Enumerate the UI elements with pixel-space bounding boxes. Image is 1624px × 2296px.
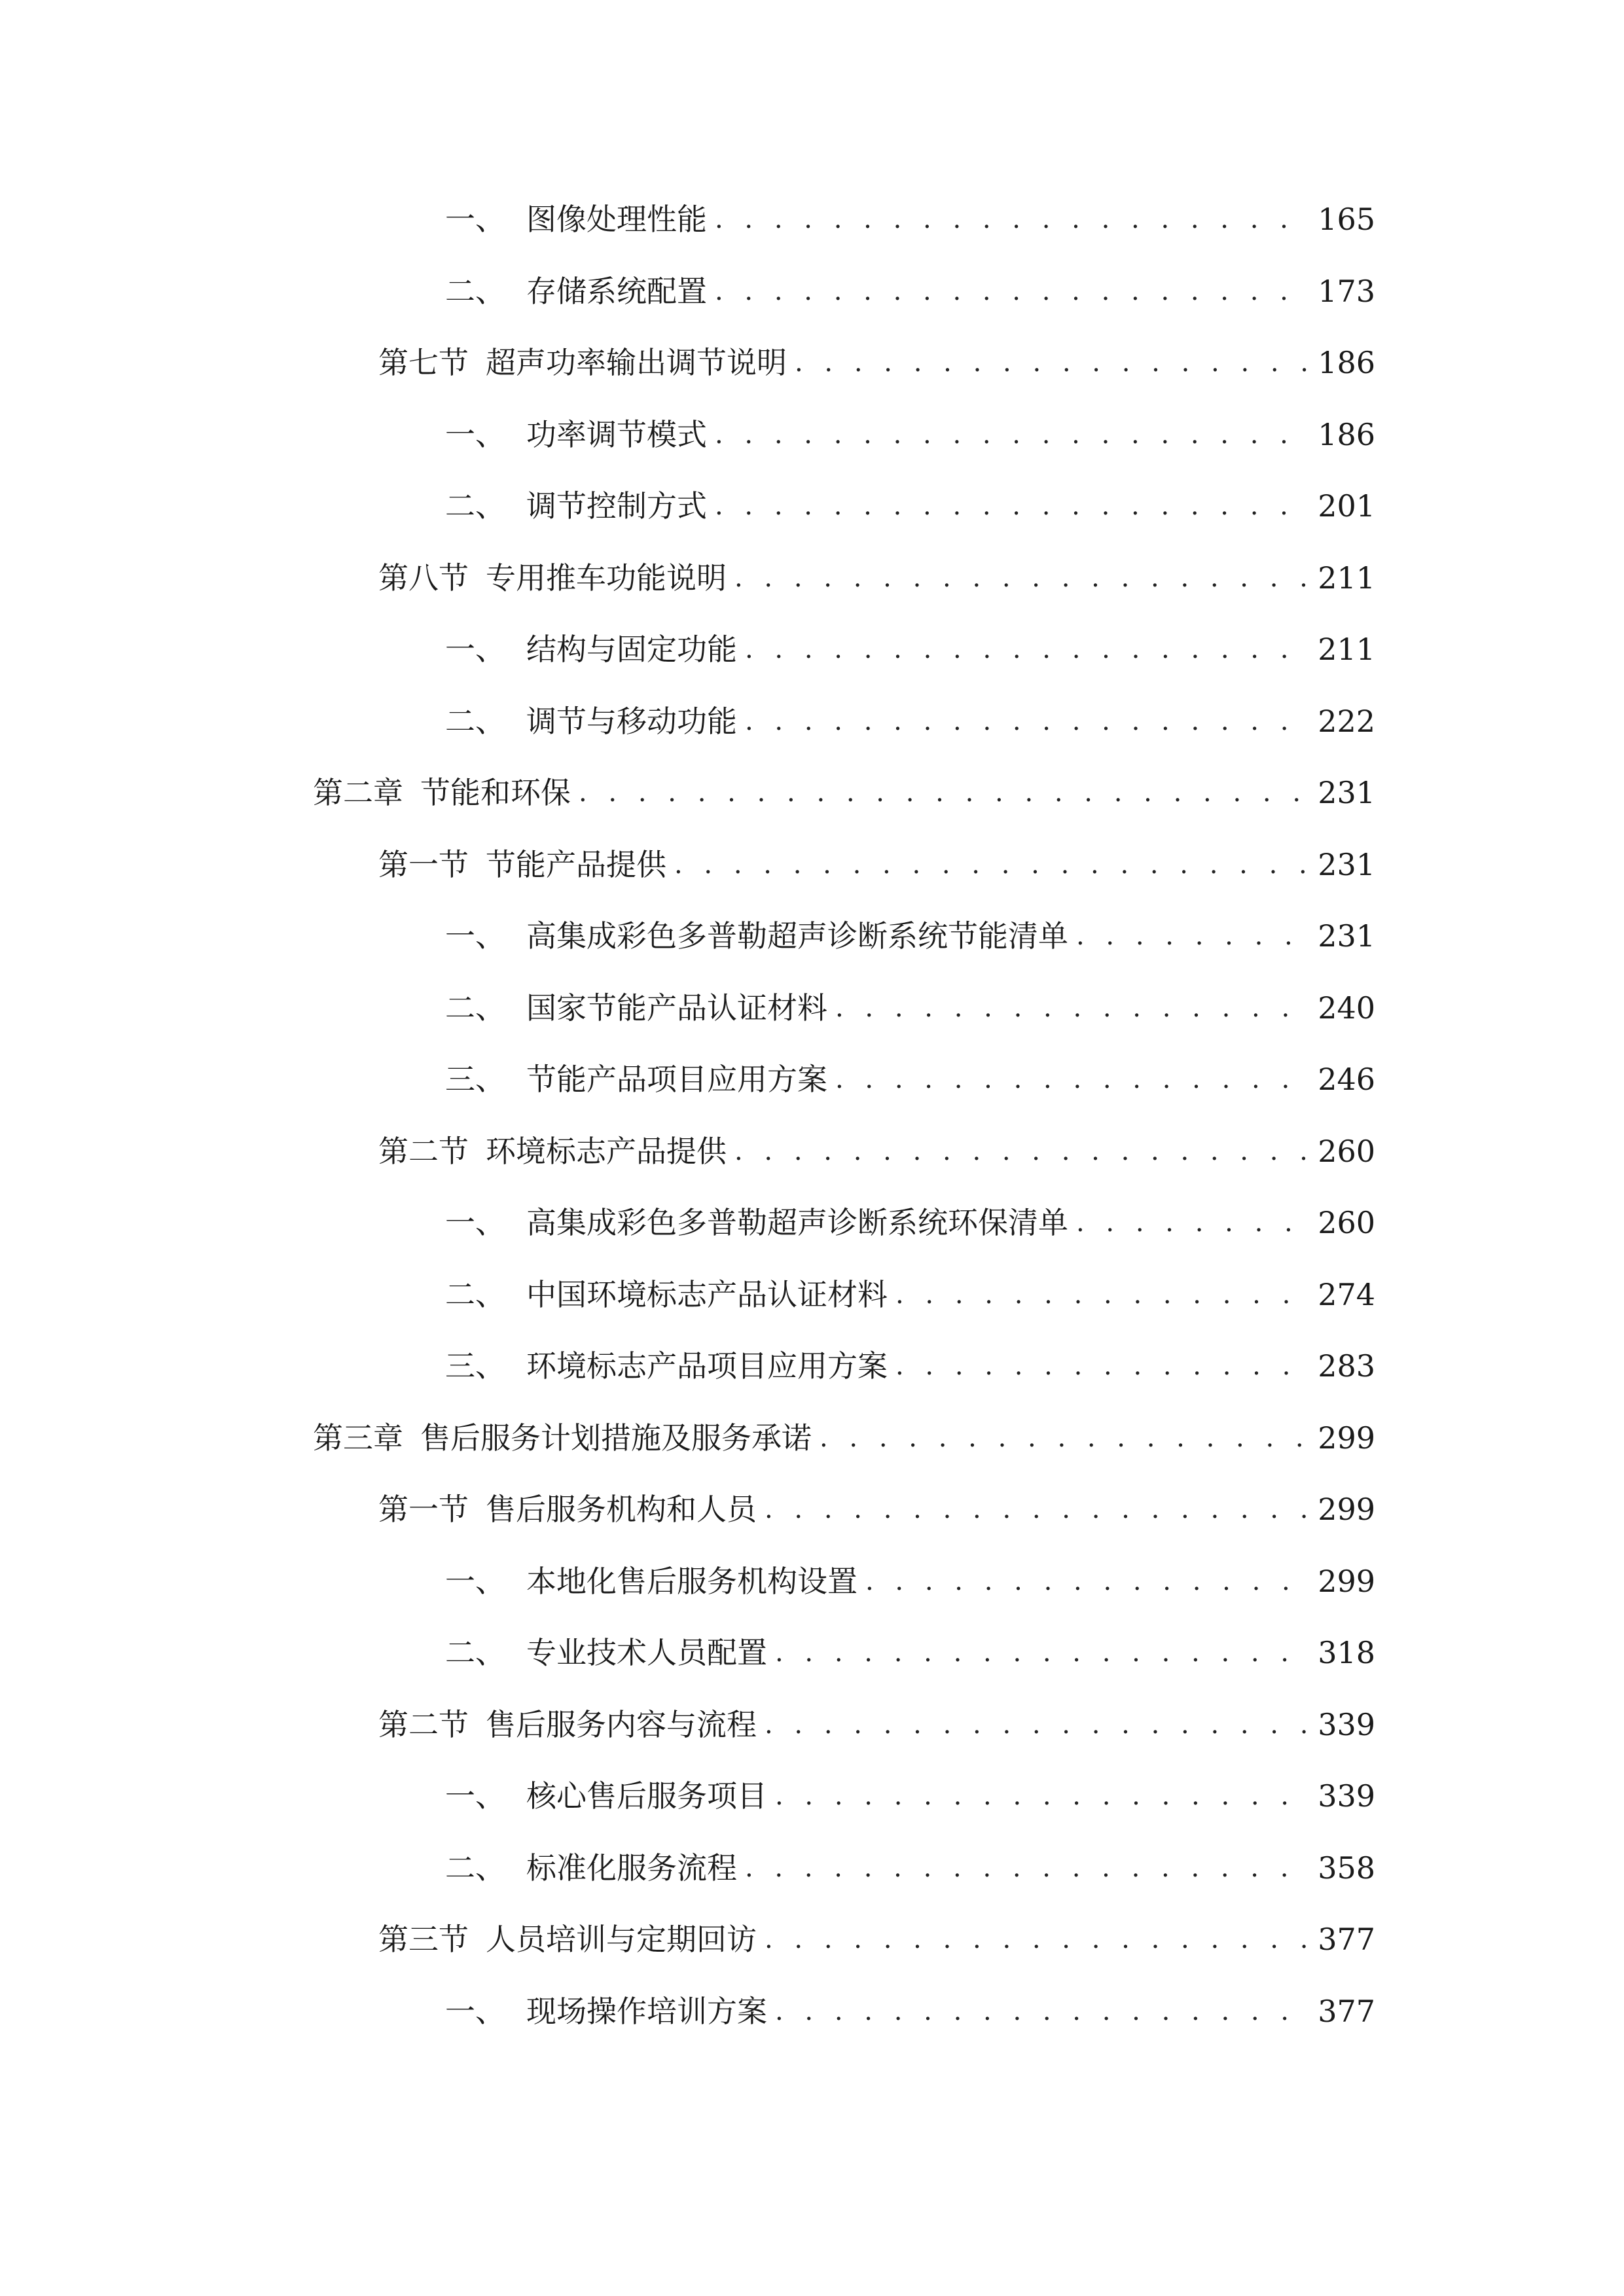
toc-entry-page: 260	[1318, 1205, 1375, 1240]
toc-entry-page: 186	[1318, 417, 1375, 452]
toc-entry-title: 调节控制方式	[526, 488, 707, 524]
toc-entry-number: 第三章	[313, 1420, 403, 1456]
toc-entry[interactable]	[445, 476, 1375, 535]
toc-entry-page: 231	[1318, 775, 1375, 810]
toc-dot-leader	[835, 1050, 1308, 1109]
toc-entry-title: 结构与固定功能	[526, 632, 737, 667]
toc-entry-number: 第八节	[378, 560, 469, 596]
toc-entry-number: 二、	[445, 990, 505, 1026]
toc-entry[interactable]	[445, 978, 1375, 1037]
toc-entry-page: 165	[1318, 202, 1375, 237]
toc-entry-number: 第二章	[313, 775, 403, 810]
toc-entry-page: 339	[1318, 1707, 1375, 1742]
toc-entry[interactable]	[378, 1695, 1375, 1754]
toc-entry-number: 二、	[445, 704, 505, 739]
toc-dot-leader	[715, 405, 1308, 464]
toc-entry-title: 存储系统配置	[526, 274, 707, 309]
toc-entry-number: 第一节	[378, 1492, 469, 1527]
toc-entry-title: 超声功率输出调节说明	[486, 345, 787, 380]
toc-entry-page: 283	[1318, 1348, 1375, 1384]
toc-entry-title: 节能产品提供	[486, 847, 666, 882]
toc-entry-title: 图像处理性能	[526, 202, 707, 237]
toc-entry-title: 高集成彩色多普勒超声诊断系统环保清单	[526, 1205, 1068, 1240]
toc-entry-title: 核心售后服务项目	[526, 1778, 767, 1814]
toc-entry-title: 节能产品项目应用方案	[526, 1062, 827, 1097]
toc-entry-number: 一、	[445, 918, 505, 954]
toc-entry[interactable]	[445, 1839, 1375, 1897]
toc-entry[interactable]	[445, 1193, 1375, 1252]
toc-entry-title: 标准化服务流程	[526, 1850, 737, 1886]
toc-entry-number: 第二节	[378, 1134, 469, 1169]
toc-entry[interactable]	[445, 1265, 1375, 1324]
toc-entry-page: 377	[1318, 1922, 1375, 1957]
toc-entry[interactable]	[313, 763, 1375, 822]
toc-entry-page: 299	[1318, 1564, 1375, 1599]
toc-entry-number: 一、	[445, 202, 505, 237]
toc-entry-title: 人员培训与定期回访	[486, 1922, 757, 1957]
toc-dot-leader	[775, 1767, 1308, 1825]
toc-entry[interactable]	[445, 1336, 1375, 1395]
toc-dot-leader	[715, 476, 1308, 535]
toc-dot-leader	[1076, 1193, 1308, 1252]
toc-entry-title: 环境标志产品项目应用方案	[526, 1348, 888, 1384]
toc-entry-number: 二、	[445, 488, 505, 524]
toc-entry-number: 二、	[445, 1850, 505, 1886]
toc-entry-number: 一、	[445, 1778, 505, 1814]
toc-dot-leader	[674, 835, 1308, 894]
toc-entry[interactable]	[445, 692, 1375, 751]
toc-entry-title: 节能和环保	[420, 775, 571, 810]
toc-entry-page: 211	[1318, 632, 1375, 667]
toc-entry[interactable]	[378, 333, 1375, 392]
toc-entry-number: 三、	[445, 1348, 505, 1384]
toc-entry-title: 本地化售后服务机构设置	[526, 1564, 857, 1599]
toc-dot-leader	[775, 1982, 1308, 2041]
toc-entry[interactable]	[445, 190, 1375, 249]
toc-entry-title: 售后服务机构和人员	[486, 1492, 757, 1527]
toc-entry-number: 一、	[445, 1205, 505, 1240]
toc-dot-leader	[1076, 906, 1308, 965]
toc-entry-page: 186	[1318, 345, 1375, 380]
toc-entry-title: 调节与移动功能	[526, 704, 737, 739]
toc-entry[interactable]	[378, 835, 1375, 894]
toc-entry-number: 第二节	[378, 1707, 469, 1742]
toc-entry[interactable]	[445, 1050, 1375, 1109]
toc-entry-title: 高集成彩色多普勒超声诊断系统节能清单	[526, 918, 1068, 954]
toc-entry[interactable]	[378, 1122, 1375, 1181]
toc-dot-leader	[579, 763, 1308, 822]
toc-entry-page: 274	[1318, 1277, 1375, 1312]
toc-entry-number: 一、	[445, 1994, 505, 2029]
toc-entry-page: 222	[1318, 704, 1375, 739]
toc-entry[interactable]	[378, 1480, 1375, 1539]
toc-dot-leader	[775, 1623, 1308, 1682]
toc-entry-page: 231	[1318, 918, 1375, 954]
toc-entry-number: 二、	[445, 274, 505, 309]
toc-dot-leader	[865, 1552, 1308, 1611]
toc-entry-title: 专业技术人员配置	[526, 1635, 767, 1670]
toc-entry-title: 售后服务计划措施及服务承诺	[420, 1420, 812, 1456]
toc-entry-title: 环境标志产品提供	[486, 1134, 727, 1169]
toc-entry[interactable]	[445, 262, 1375, 321]
toc-entry-number: 二、	[445, 1277, 505, 1312]
toc-entry[interactable]	[445, 405, 1375, 464]
toc-entry[interactable]	[445, 1982, 1375, 2041]
toc-entry-title: 现场操作培训方案	[526, 1994, 767, 2029]
toc-dot-leader	[715, 262, 1308, 321]
toc-entry-number: 第七节	[378, 345, 469, 380]
toc-entry-page: 240	[1318, 990, 1375, 1026]
toc-entry-page: 231	[1318, 847, 1375, 882]
toc-entry-page: 211	[1318, 560, 1375, 596]
toc-entry-page: 377	[1318, 1994, 1375, 2029]
toc-dot-leader	[734, 548, 1308, 607]
toc-entry-number: 第一节	[378, 847, 469, 882]
toc-entry-page: 299	[1318, 1492, 1375, 1527]
toc-entry-title: 国家节能产品认证材料	[526, 990, 827, 1026]
toc-dot-leader	[765, 1480, 1308, 1539]
toc-dot-leader	[835, 978, 1308, 1037]
toc-entry-number: 一、	[445, 632, 505, 667]
toc-entry[interactable]	[378, 1910, 1375, 1969]
toc-entry-page: 299	[1318, 1420, 1375, 1456]
toc-dot-leader	[795, 333, 1308, 392]
toc-entry-number: 三、	[445, 1062, 505, 1097]
toc-entry-title: 功率调节模式	[526, 417, 707, 452]
toc-entry-number: 一、	[445, 1564, 505, 1599]
toc-entry-page: 358	[1318, 1850, 1375, 1886]
toc-entry-title: 专用推车功能说明	[486, 560, 727, 596]
toc-dot-leader	[715, 190, 1308, 249]
toc-dot-leader	[895, 1265, 1308, 1324]
toc-entry[interactable]	[445, 1552, 1375, 1611]
toc-entry-page: 173	[1318, 274, 1375, 309]
toc-entry-number: 第三节	[378, 1922, 469, 1957]
toc-entry[interactable]	[445, 906, 1375, 965]
toc-entry-page: 260	[1318, 1134, 1375, 1169]
toc-dot-leader	[745, 1839, 1308, 1897]
toc-dot-leader	[745, 620, 1308, 679]
toc-dot-leader	[765, 1910, 1308, 1969]
toc-entry[interactable]	[313, 1408, 1375, 1467]
toc-entry-number: 一、	[445, 417, 505, 452]
toc-entry-page: 318	[1318, 1635, 1375, 1670]
toc-entry-page: 201	[1318, 488, 1375, 524]
toc-entry[interactable]	[445, 1767, 1375, 1825]
toc-entry[interactable]	[445, 1623, 1375, 1682]
toc-entry-title: 中国环境标志产品认证材料	[526, 1277, 888, 1312]
toc-dot-leader	[820, 1408, 1308, 1467]
toc-entry-title: 售后服务内容与流程	[486, 1707, 757, 1742]
toc-dot-leader	[895, 1336, 1308, 1395]
toc-entry[interactable]	[378, 548, 1375, 607]
toc-entry[interactable]	[445, 620, 1375, 679]
toc-dot-leader	[745, 692, 1308, 751]
toc-entry-page: 246	[1318, 1062, 1375, 1097]
toc-dot-leader	[765, 1695, 1308, 1754]
toc-dot-leader	[734, 1122, 1308, 1181]
toc-entry-number: 二、	[445, 1635, 505, 1670]
toc-entry-page: 339	[1318, 1778, 1375, 1814]
